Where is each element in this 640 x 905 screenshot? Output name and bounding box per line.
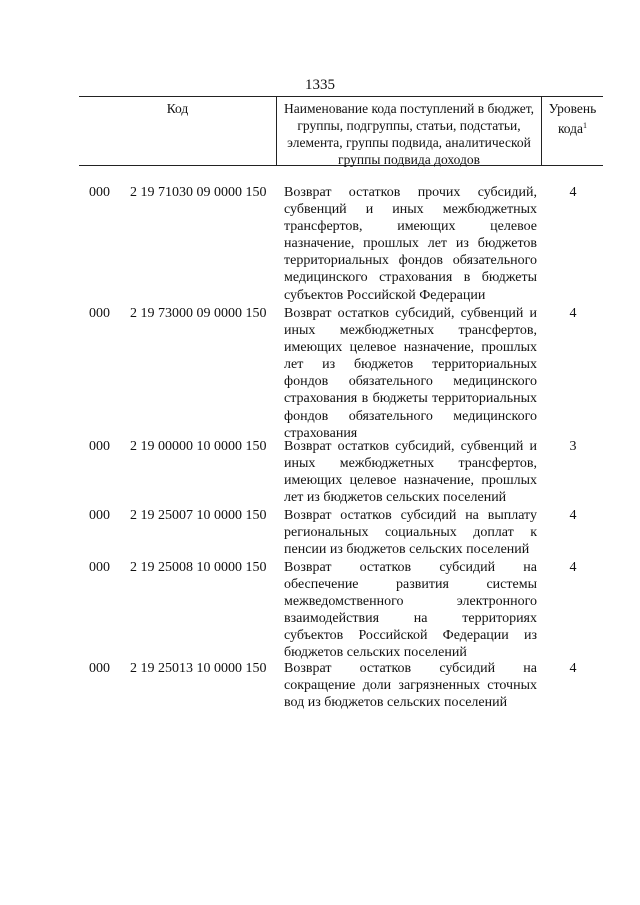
header-level [541,97,603,165]
table-row [0,660,640,712]
row-prefix: 000 [89,439,110,454]
row-description: Возврат остатков субсидий, субвенций и иных межбюджетных трансфертов, имеющих целевое назначение, прошлых лет из бюджетов сельских поселений [284,439,537,506]
row-prefix: 000 [89,508,110,523]
row-description: Возврат остатков субсидий на обеспечение развития системы межведомственного электронного взаимодействия на территориях субъектов Российской Федерации из бюджетов сельских поселений [284,560,537,661]
row-prefix: 000 [89,185,110,200]
row-level: 3 [569,439,577,454]
row-level: 4 [569,306,577,321]
row-code: 2 19 25007 10 0000 150 [130,508,267,523]
page-number: 1335 [305,77,335,93]
row-description: Возврат остатков субсидий на сокращение доли загрязненных сточных вод из бюджетов сельских поселений [284,661,537,711]
row-level: 4 [569,661,577,676]
row-description: Возврат остатков субсидий, субвенций и иных межбюджетных трансфертов, имеющих целевое назначение, прошлых лет из бюджетов территориальных фондов обязательного медицинского страхования в бюджеты территориальных фондов обязательного медицинского страхования [284,306,537,441]
table-row [0,438,640,507]
table-body [0,184,640,712]
table-row [0,184,640,305]
row-level: 4 [569,508,577,523]
row-code: 2 19 71030 09 0000 150 [130,185,267,200]
row-description: Возврат остатков субсидий на выплату региональных социальных доплат к пенсии из бюджетов сельских поселений [284,508,537,558]
row-code: 2 19 25013 10 0000 150 [130,661,267,676]
table-row [0,305,640,441]
row-level: 4 [569,560,577,575]
row-description: Возврат остатков прочих субсидий, субвенций и иных межбюджетных трансфертов, имеющих целевое назначение, прошлых лет из бюджетов территориальных фондов обязательного медицинского страхования в бюджеты субъектов Российской Федерации [284,185,537,303]
table-row [0,507,640,559]
row-prefix: 000 [89,306,110,321]
header-level-footnote: 1 [583,121,588,130]
row-level: 4 [569,185,577,200]
header-level-label: Уровень кода [548,101,597,136]
header-name: Наименование кода поступлений в бюджет, группы, подгруппы, статьи, подстатьи, элемента, группы подвида, аналитической группы подвида доходов [283,101,534,167]
row-code: 2 19 25008 10 0000 150 [130,560,267,575]
row-prefix: 000 [89,661,110,676]
row-code: 2 19 73000 09 0000 150 [130,306,267,321]
table-row [0,559,640,660]
row-code: 2 19 00000 10 0000 150 [130,439,267,454]
row-prefix: 000 [89,560,110,575]
table-header [79,96,603,166]
header-code: Код [79,97,277,165]
